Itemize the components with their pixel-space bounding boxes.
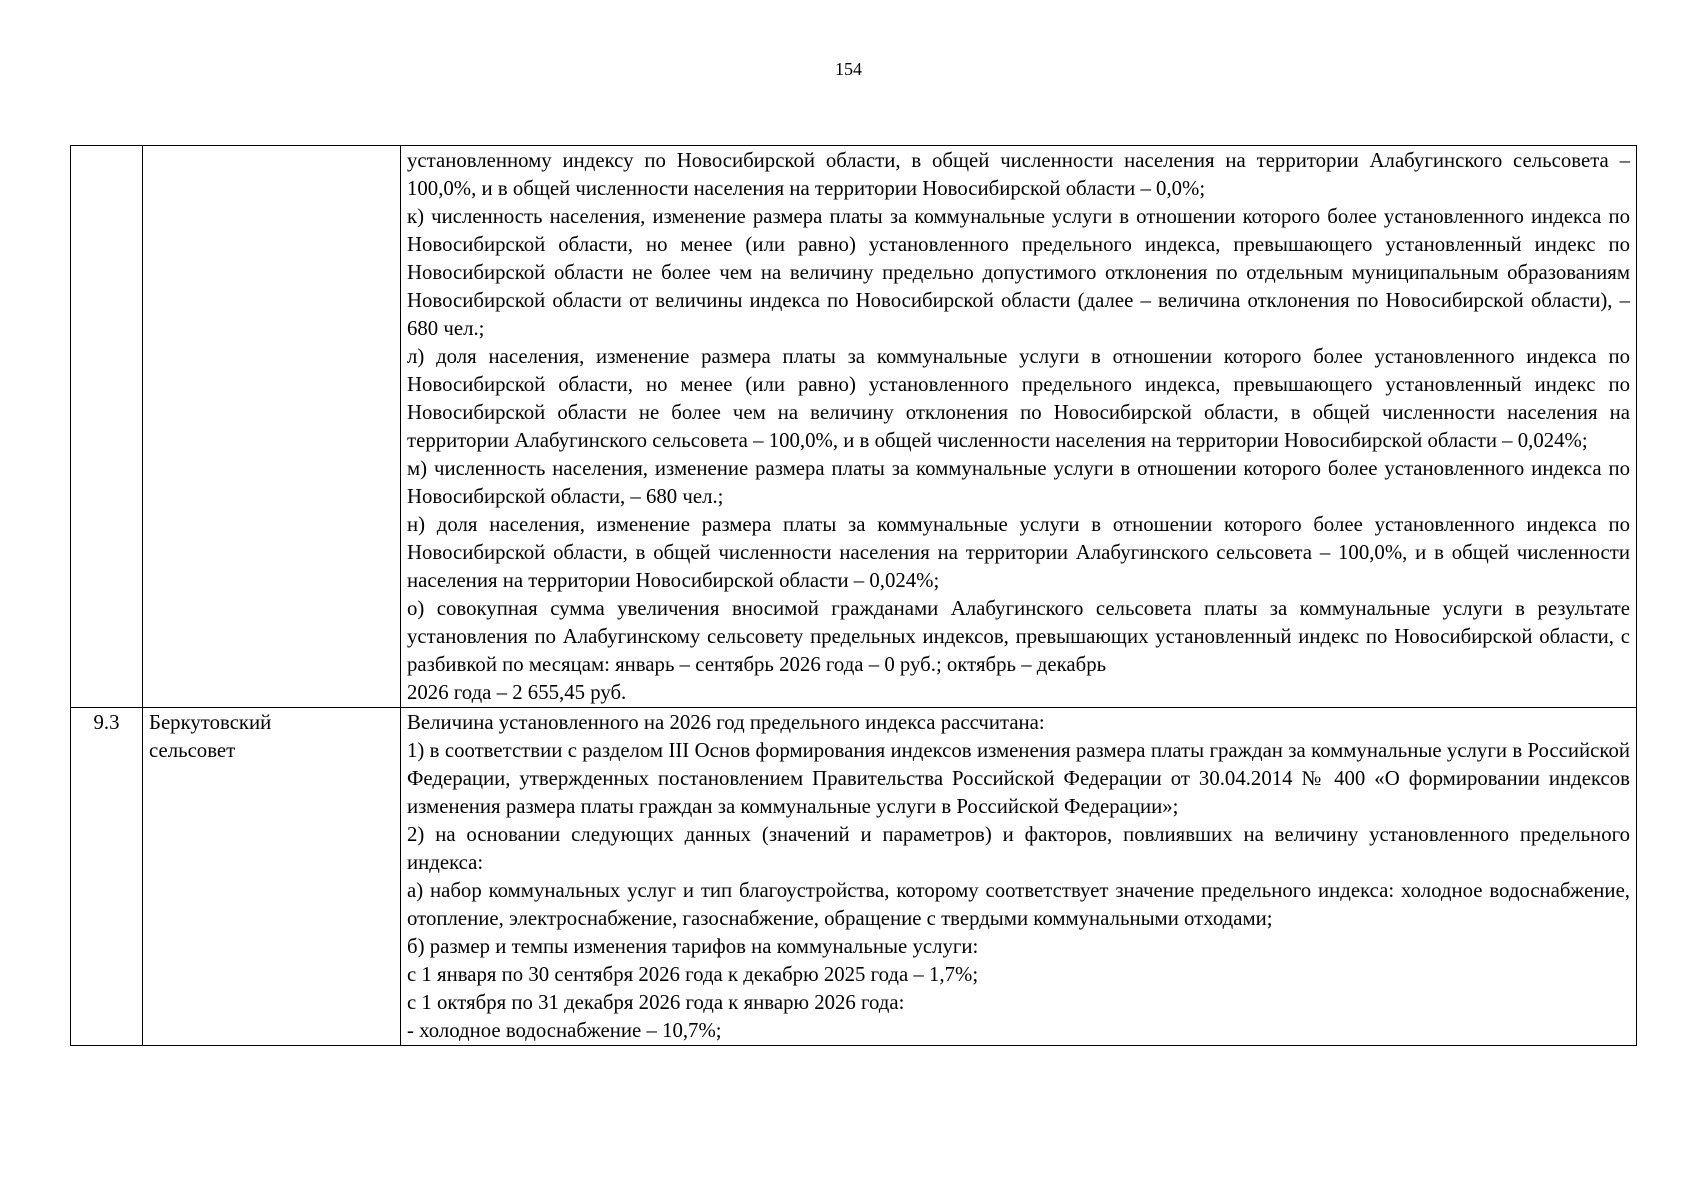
municipality-table [70, 145, 1637, 1046]
table-row [71, 708, 1637, 1046]
content-paragraph: л) доля населения, изменение размера платы за коммунальные услуги в отношении которого более установленного индекса по Новосибирской области, но менее (или равно) установленного предельного индекса, превышающего установленный индекс по Новосибирской области не более чем на величину отклонения по Новосибирской области, в общей численности населения на территории Алабугинского сельсовета – 100,0%, и в общей численности населения на территории Новосибирской области – 0,024%; [407, 345, 1630, 452]
content-paragraph: с 1 октября по 31 декабря 2026 года к январю 2026 года: [407, 991, 905, 1014]
content-paragraph: установленному индексу по Новосибирской области, в общей численности населения на территории Алабугинского сельсовета – 100,0%, и в общей численности населения на территории Новосибирской области – 0,0%; [407, 149, 1630, 200]
content-paragraph: к) численность населения, изменение размера платы за коммунальные услуги в отношении которого более установленного индекса по Новосибирской области, но менее (или равно) установленного предельного индекса, превышающего установленный индекс по Новосибирской области не более чем на величину предельно допустимого отклонения по отдельным муниципальным образованиям Новосибирской области от величины индекса по Новосибирской области (далее – величина отклонения по Новосибирской области), – 680 чел.; [407, 205, 1630, 340]
row-content-cell [401, 708, 1637, 1046]
municipality-name-line: сельсовет [149, 739, 236, 762]
row-number-cell [71, 146, 143, 708]
row-number-cell: 9.3 [71, 708, 143, 1046]
municipality-name-cell [143, 146, 401, 708]
content-paragraph: с 1 января по 30 сентября 2026 года к декабрю 2025 года – 1,7%; [407, 963, 979, 986]
content-paragraph: 2) на основании следующих данных (значений и параметров) и факторов, повлиявших на величину установленного предельного индекса: [407, 823, 1630, 874]
content-paragraph: 1) в соответствии с разделом III Основ формирования индексов изменения размера платы граждан за коммунальные услуги в Российской Федерации, утвержденных постановлением Правительства Российской Федерации от 30.04.2014 № 400 «О формировании индексов изменения размера платы граждан за коммунальные услуги в Российской Федерации»; [407, 739, 1630, 818]
table-row [71, 146, 1637, 708]
content-paragraph: о) совокупная сумма увеличения вносимой гражданами Алабугинского сельсовета платы за коммунальные услуги в результате установления по Алабугинскому сельсовету предельных индексов, превышающих установленный индекс по Новосибирской области, с разбивкой по месяцам: январь – сентябрь 2026 года – 0 руб.; октябрь – декабрь [407, 597, 1630, 676]
content-paragraph: м) численность населения, изменение размера платы за коммунальные услуги в отношении которого более установленного индекса по Новосибирской области, – 680 чел.; [407, 457, 1630, 508]
content-paragraph: - холодное водоснабжение – 10,7%; [407, 1019, 722, 1042]
municipality-name-line: Беркутовский [149, 711, 272, 734]
page-number: 154 [835, 59, 862, 79]
content-paragraph: Величина установленного на 2026 год предельного индекса рассчитана: [407, 711, 1045, 734]
content-paragraph: а) набор коммунальных услуг и тип благоустройства, которому соответствует значение предельного индекса: холодное водоснабжение, отопление, электроснабжение, газоснабжение, обращение с твердыми коммунальными отходами; [407, 879, 1630, 930]
content-paragraph: 2026 года – 2 655,45 руб. [407, 681, 627, 704]
municipality-name-cell [143, 708, 401, 1046]
content-paragraph: б) размер и темпы изменения тарифов на коммунальные услуги: [407, 935, 979, 958]
row-content-cell [401, 146, 1637, 708]
content-paragraph: н) доля населения, изменение размера платы за коммунальные услуги в отношении которого более установленного индекса по Новосибирской области, в общей численности населения на территории Алабугинского сельсовета – 100,0%, и в общей численности населения на территории Новосибирской области – 0,024%; [407, 513, 1630, 592]
